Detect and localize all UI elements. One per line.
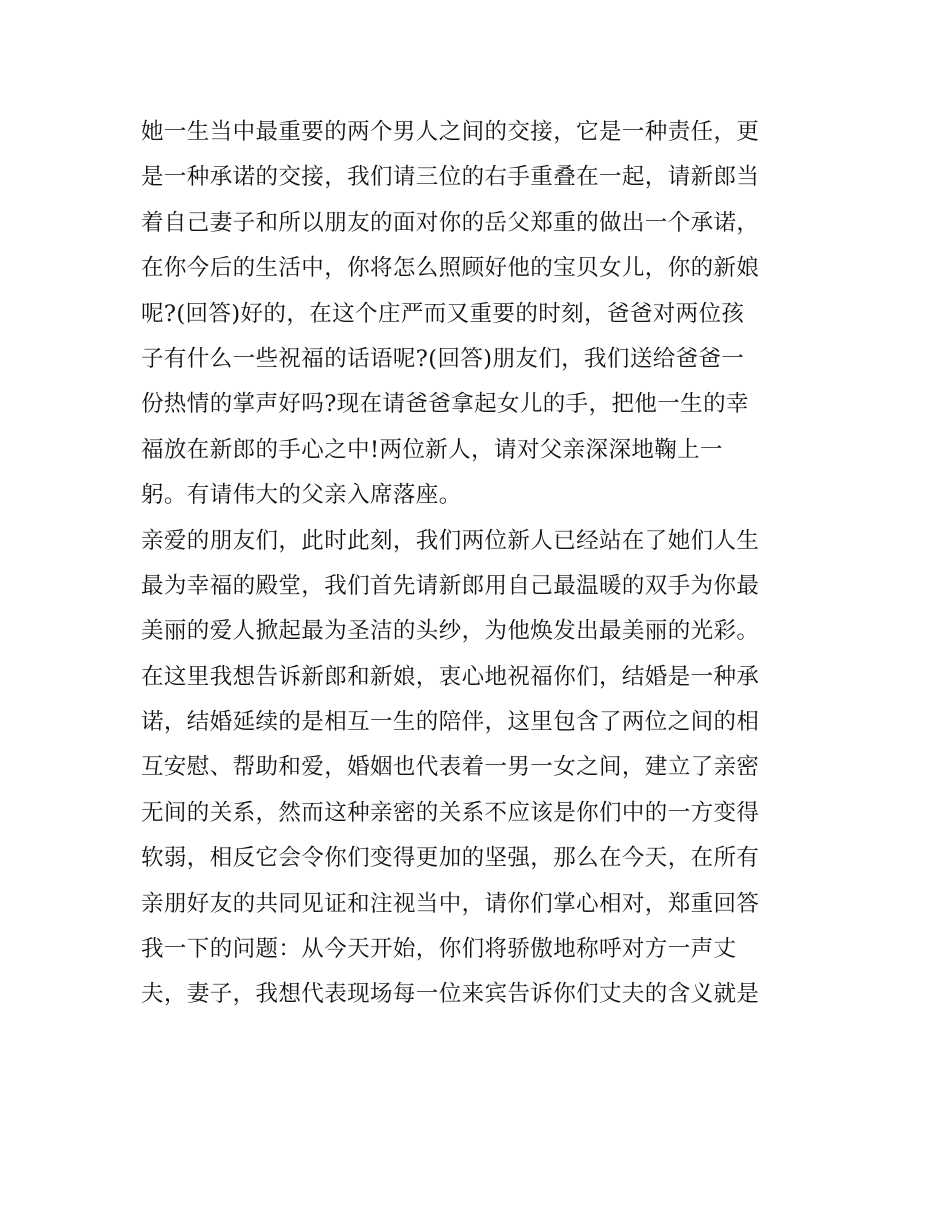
text-line: 她一生当中最重要的两个男人之间的交接，它是一种责任，更	[141, 119, 760, 145]
text-line: 福放在新郎的手心之中!两位新人，请对父亲深深地鞠上一	[141, 436, 723, 463]
text-line: 在你今后的生活中，你将怎么照顾好他的宝贝女儿，你的新娘	[141, 255, 760, 282]
text-line: 呢?(回答)好的，在这个庄严而又重要的时刻，爸爸对两位孩	[141, 300, 745, 327]
text-line: 我一下的问题：从今天开始，你们将骄傲地称呼对方一声丈	[141, 936, 737, 963]
text-line: 是一种承诺的交接，我们请三位的右手重叠在一起，请新郎当	[141, 164, 760, 191]
text-line: 亲朋好友的共同见证和注视当中，请你们掌心相对，郑重回答	[141, 890, 760, 917]
text-line: 份热情的掌声好吗?现在请爸爸拿起女儿的手，把他一生的幸	[141, 391, 749, 418]
text-line: 无间的关系，然而这种亲密的关系不应该是你们中的一方变得	[141, 799, 760, 826]
text-line: 软弱，相反它会令你们变得更加的坚强，那么在今天，在所有	[141, 845, 760, 872]
text-line: 夫，妻子，我想代表现场每一位来宾告诉你们丈夫的含义就是	[141, 981, 760, 1008]
text-line: 亲爱的朋友们，此时此刻，我们两位新人已经站在了她们人生	[141, 527, 760, 554]
text-line: 子有什么一些祝福的话语呢?(回答)朋友们，我们送给爸爸一	[141, 345, 745, 372]
text-line: 诺，结婚延续的是相互一生的陪伴，这里包含了两位之间的相	[141, 709, 760, 736]
body-text	[141, 110, 821, 1018]
text-line: 躬。有请伟大的父亲入席落座。	[141, 482, 462, 509]
text-line: 最为幸福的殿堂，我们首先请新郎用自己最温暖的双手为你最	[141, 572, 760, 599]
text-line: 在这里我想告诉新郎和新娘，衷心地祝福你们，结婚是一种承	[141, 663, 760, 690]
text-line: 着自己妻子和所以朋友的面对你的岳父郑重的做出一个承诺，	[141, 209, 760, 236]
text-line: 互安慰、帮助和爱，婚姻也代表着一男一女之间，建立了亲密	[141, 754, 760, 781]
text-line: 美丽的爱人掀起最为圣洁的头纱，为他焕发出最美丽的光彩。	[141, 618, 760, 645]
